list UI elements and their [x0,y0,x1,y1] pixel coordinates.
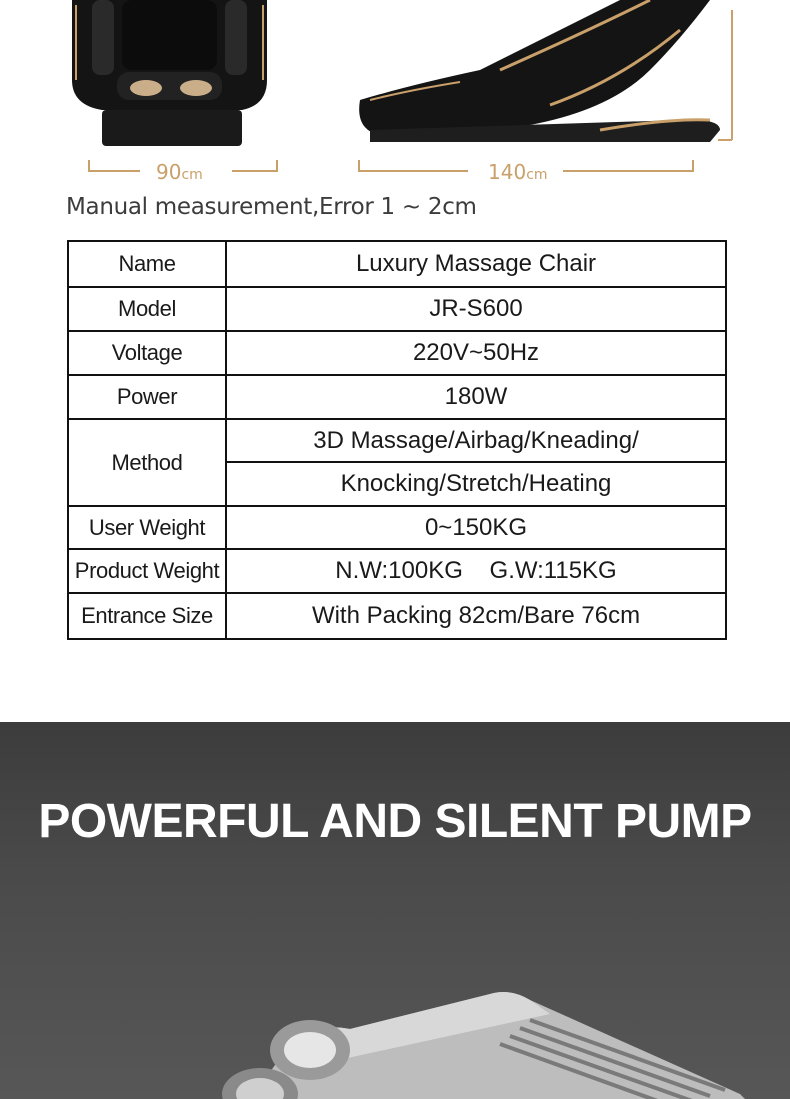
massage-chair-front-image [62,0,277,150]
spec-key-user-weight: User Weight [68,506,226,549]
spec-value-method-line2: Knocking/Stretch/Heating [226,462,726,506]
massage-chair-side-image [350,0,740,150]
spec-key-product-weight: Product Weight [68,549,226,593]
table-row [68,506,726,549]
spec-value-model: JR-S600 [226,287,726,331]
width-dimension-label: 90cm [156,160,203,184]
spec-key-voltage: Voltage [68,331,226,375]
spec-value-method-line1: 3D Massage/Airbag/Kneading/ [226,419,726,462]
spec-key-power: Power [68,375,226,419]
section-heading: POWERFUL AND SILENT PUMP [38,795,752,848]
depth-dimension [358,160,694,184]
spec-value-user-weight: 0~150KG [226,506,726,549]
width-dimension [88,160,278,184]
table-row [68,241,726,287]
table-row [68,549,726,593]
table-row [68,593,726,639]
spec-value-product-weight: N.W:100KG G.W:115KG [226,549,726,593]
spec-value-voltage: 220V~50Hz [226,331,726,375]
measurement-note: Manual measurement,Error 1 ~ 2cm [66,194,477,220]
table-row [68,287,726,331]
spec-table [67,240,727,640]
spec-key-name: Name [68,241,226,287]
spec-key-entrance-size: Entrance Size [68,593,226,639]
spec-value-entrance-size: With Packing 82cm/Bare 76cm [226,593,726,639]
depth-dimension-label: 140cm [488,160,548,184]
table-row [68,331,726,375]
spec-value-power: 180W [226,375,726,419]
pump-feature-section [0,722,790,1099]
spec-key-model: Model [68,287,226,331]
table-row [68,419,726,462]
spec-value-name: Luxury Massage Chair [226,241,726,287]
table-row [68,375,726,419]
air-pump-image [200,984,760,1099]
spec-key-method: Method [68,419,226,506]
